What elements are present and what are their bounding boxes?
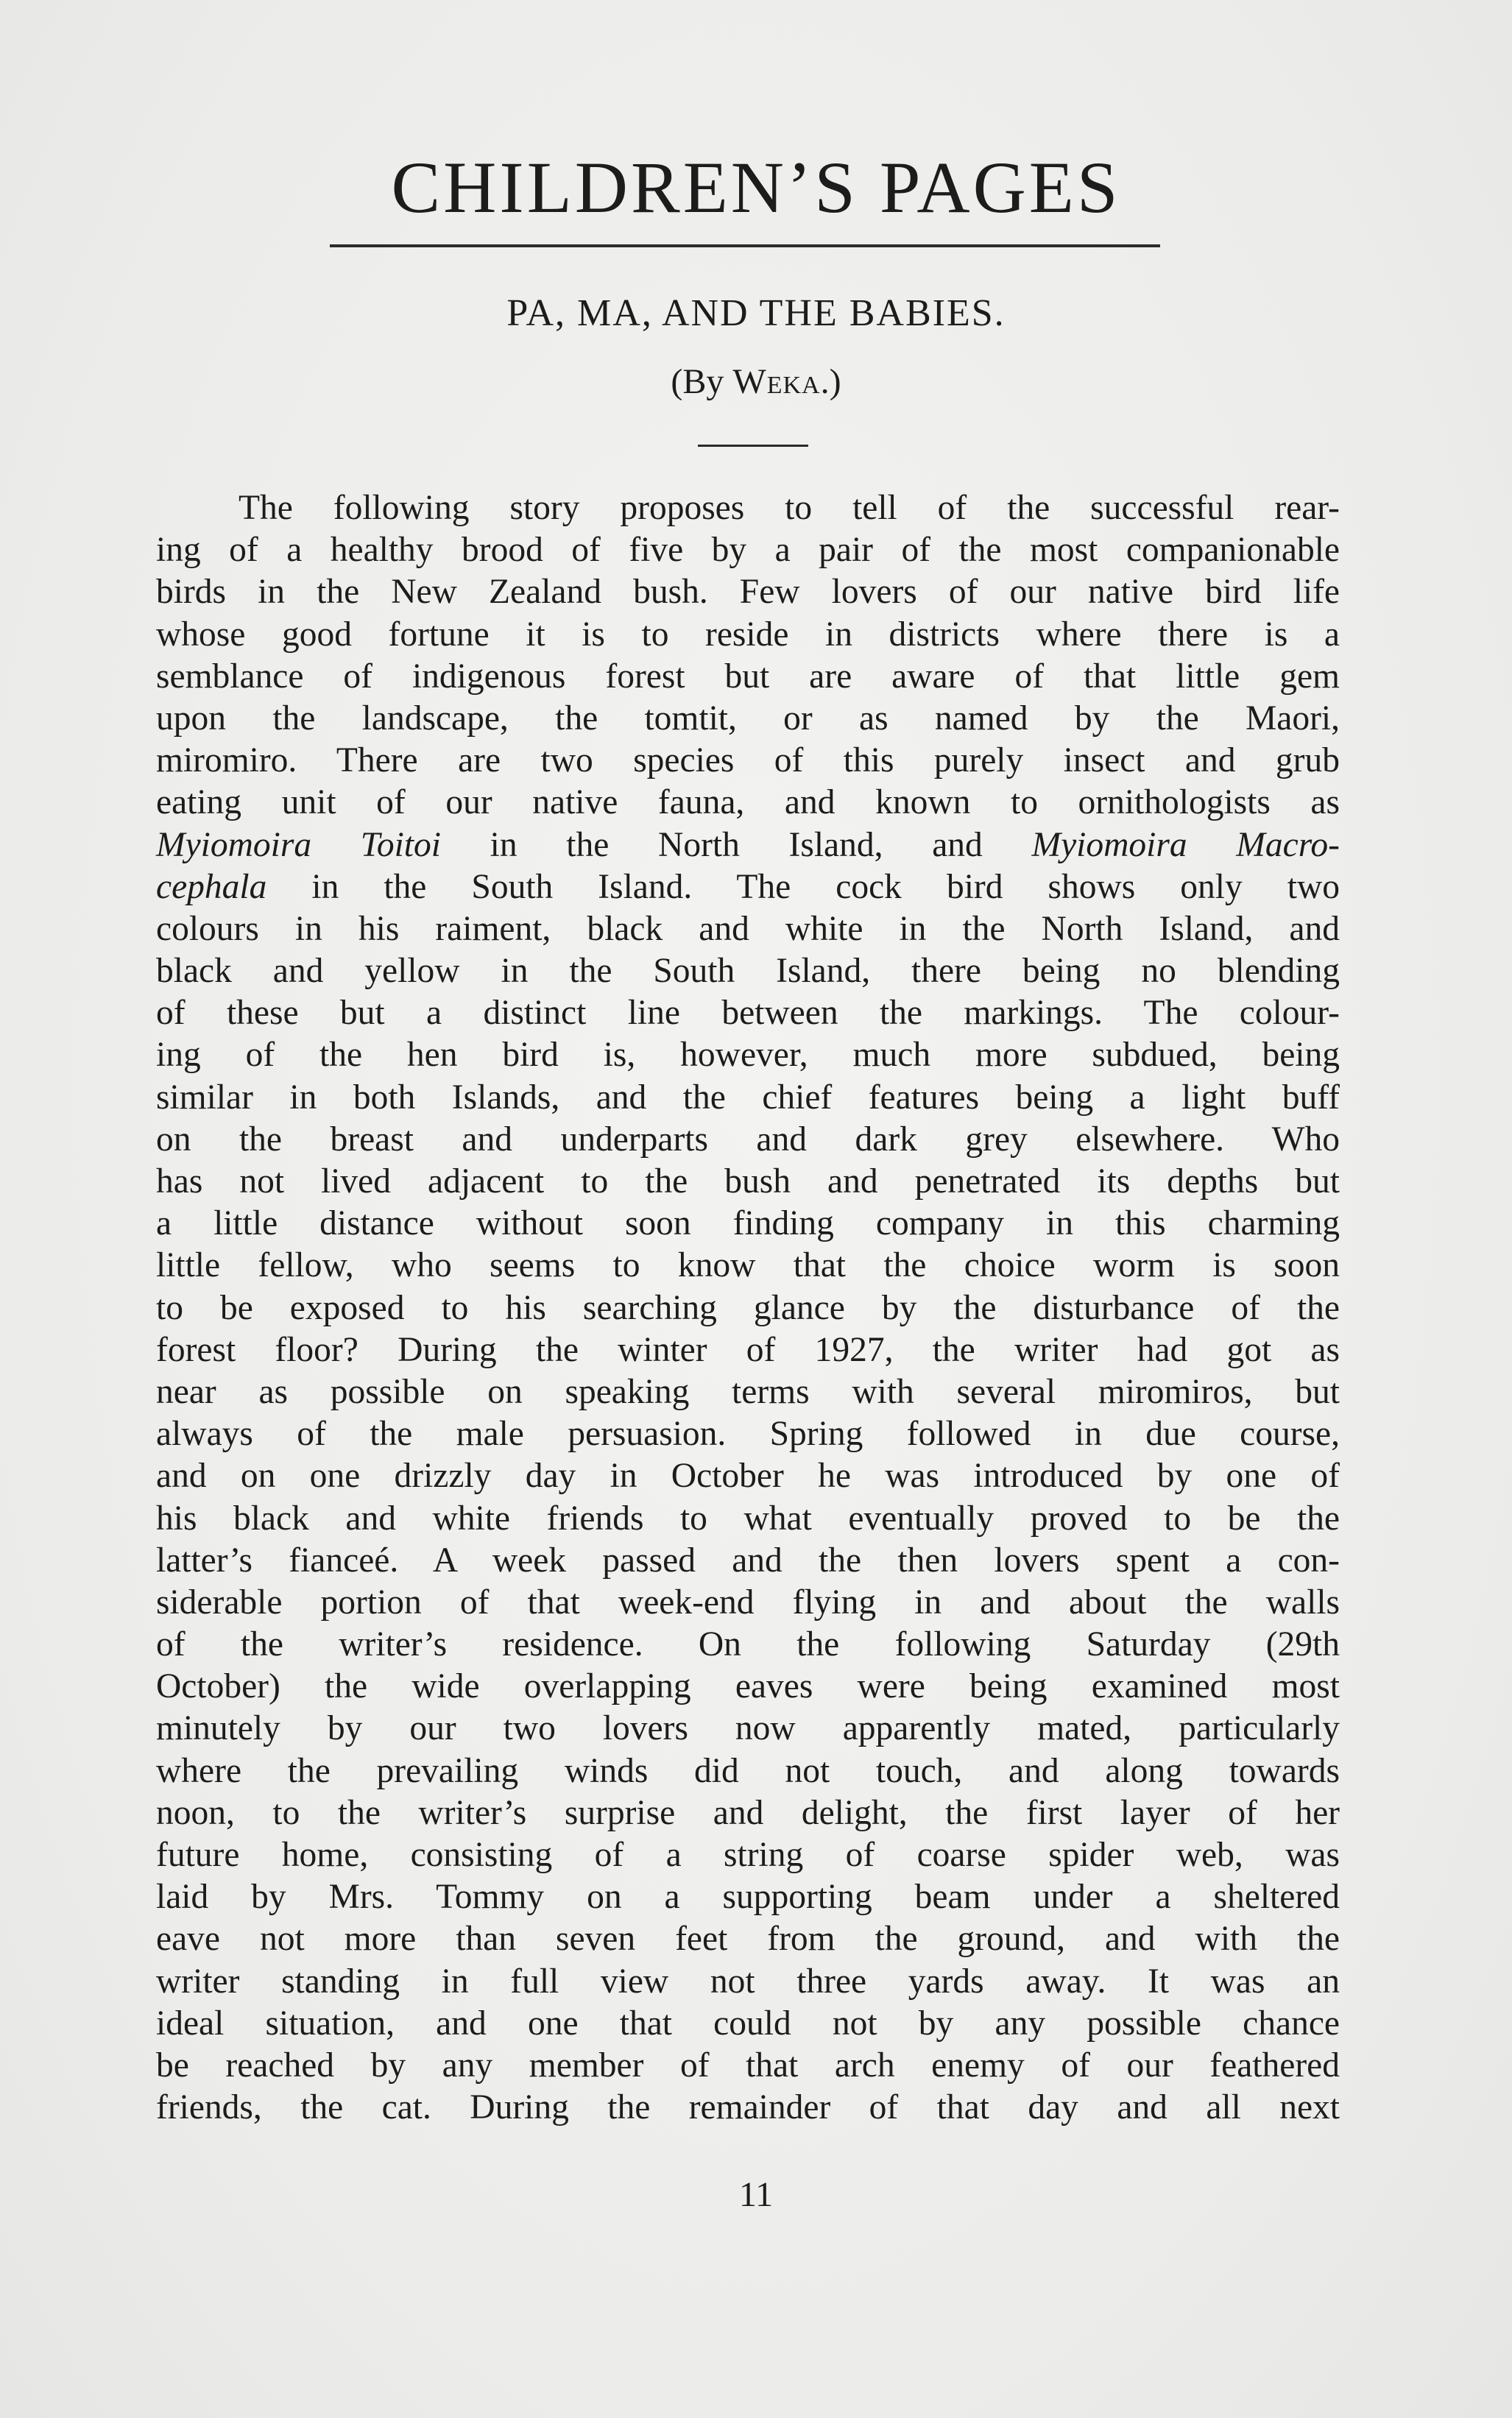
body-line: eating unit of our native fauna, and known to ornithologists as [156,783,1340,822]
body-line: forest floor? During the winter of 1927, the writer had got as [156,1330,1340,1369]
byline-close: .) [820,362,841,401]
body-line [156,824,1340,866]
title-underline-rule [330,244,1160,247]
body-line: future home, consisting of a string of coarse spider web, was [156,1836,1340,1874]
body-line: friends, the cat. During the remainder of that day and all next [156,2088,1340,2127]
body-line: where the prevailing winds did not touch, and along towards [156,1751,1340,1790]
body-line: upon the landscape, the tomtit, or as named by the Maori, [156,699,1340,738]
byline-rule [698,445,808,447]
body-line: be reached by any member of that arch enemy of our feathered [156,2046,1340,2085]
body-line: October) the wide overlapping eaves were being examined most [156,1667,1340,1706]
body-line [156,866,1340,908]
body-line: near as possible on speaking terms with several miromiros, but [156,1372,1340,1411]
body-line: similar in both Islands, and the chief features being a light buff [156,1078,1340,1117]
body-line: little fellow, who seems to know that the choice worm is soon [156,1246,1340,1285]
body-line: ing of the hen bird is, however, much more subdued, being [156,1036,1340,1075]
body-line: The following story proposes to tell of the successful rear- [239,489,1340,527]
body-line: ideal situation, and one that could not by any possible chance [156,2004,1340,2043]
body-line: siderable portion of that week-end flying in and about the walls [156,1583,1340,1622]
body-line: semblance of indigenous forest but are aware of that little gem [156,657,1340,696]
body-line: has not lived adjacent to the bush and penetrated its depths but [156,1162,1340,1201]
body-line: noon, to the writer’s surprise and delight, the first layer of her [156,1793,1340,1832]
body-line: laid by Mrs. Tommy on a supporting beam under a sheltered [156,1878,1340,1917]
body-line: birds in the New Zealand bush. Few lovers of our native bird life [156,573,1340,612]
body-line: of these but a distinct line between the markings. The colour- [156,994,1340,1033]
body-line: on the breast and underparts and dark grey elsewhere. Who [156,1120,1340,1159]
byline-author: Weka [732,362,821,401]
byline-open: (By [671,362,733,401]
body-line: to be exposed to his searching glance by the disturbance of the [156,1288,1340,1327]
page-number: 11 [738,2175,774,2214]
body-text-segment: in the North Island, and [440,825,1032,864]
body-line: black and yellow in the South Island, there being no blending [156,952,1340,991]
body-line: ing of a healthy brood of five by a pair of the most companionable [156,531,1340,570]
byline [0,364,1512,400]
species-name: Myiomoira Toitoi [156,825,441,864]
species-name: cephala [156,867,267,906]
body-line: latter’s fianceé. A week passed and the then lovers spent a con- [156,1541,1340,1580]
body-line: writer standing in full view not three yards away. It was an [156,1962,1340,2001]
species-name: Myiomoira Macro- [1031,825,1340,864]
body-line: a little distance without soon finding company in this charming [156,1204,1340,1243]
story-title: PA, MA, AND THE BABIES. [506,292,1006,334]
body-line: eave not more than seven feet from the ground, and with the [156,1920,1340,1959]
body-text-segment: in the South Island. The cock bird shows only two [266,867,1340,906]
body-line: and on one drizzly day in October he was introduced by one of [156,1457,1340,1496]
story-body [156,487,1340,2129]
section-title: CHILDREN’S PAGES [391,146,1121,228]
body-line: minutely by our two lovers now apparently mated, particularly [156,1709,1340,1748]
body-line: whose good fortune it is to reside in districts where there is a [156,615,1340,654]
body-line: always of the male persuasion. Spring followed in due course, [156,1415,1340,1454]
body-line: miromiro. There are two species of this purely insect and grub [156,741,1340,780]
body-line: his black and white friends to what eventually proved to be the [156,1499,1340,1538]
body-line: colours in his raiment, black and white in the North Island, and [156,909,1340,948]
body-line: of the writer’s residence. On the following Saturday (29th [156,1625,1340,1664]
